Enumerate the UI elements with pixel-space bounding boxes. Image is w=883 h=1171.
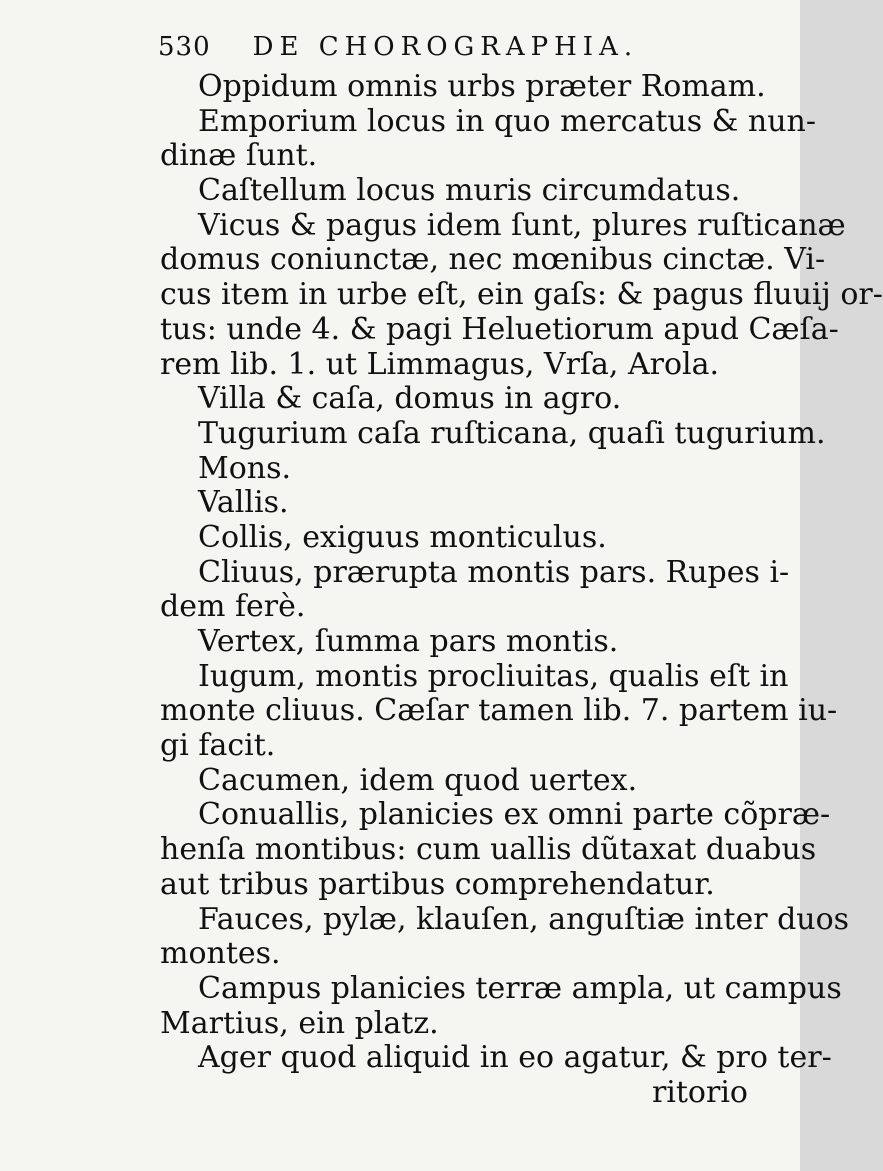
page-number: 530 (158, 32, 211, 62)
body-text (160, 69, 883, 1111)
text-line: Cliuus, prærupta montis pars. Rupes i- (198, 554, 790, 590)
text-line: Caſtellum locus muris circumdatus. (198, 173, 741, 209)
text-line: Mons. (198, 450, 292, 486)
text-line: Tugurium caſa ruſticana, quaſi tugurium. (198, 415, 826, 451)
text-line: henſa montibus: cum uallis dũtaxat duabus (160, 832, 817, 868)
text-line: cus item in urbe eſt, ein gaſs: & pagus fluuij or- (160, 277, 883, 313)
text-line: rem lib. 1. ut Limmagus, Vrſa, Arola. (160, 346, 720, 382)
text-line: Cacumen, idem quod uertex. (198, 762, 638, 798)
text-line: Campus planicies terræ ampla, ut campus (198, 970, 842, 1006)
text-line: Ager quod aliquid in eo agatur, & pro ter- (198, 1040, 832, 1076)
text-line: aut tribus partibus comprehendatur. (160, 866, 715, 902)
text-line: monte cliuus. Cæſar tamen lib. 7. partem iu- (160, 693, 838, 729)
text-line: Emporium locus in quo mercatus & nun- (198, 103, 817, 139)
text-line: dem ferè. (160, 589, 306, 625)
catchword: ritorio (651, 1074, 748, 1110)
text-line: Collis, exiguus monticulus. (198, 519, 607, 555)
text-line: Villa & caſa, domus in agro. (198, 381, 622, 417)
text-line: Conuallis, planicies ex omni parte cõpræ- (198, 797, 831, 833)
text-line: Vicus & pagus idem ſunt, plures ruſticanæ (198, 207, 846, 243)
text-line: tus: unde 4. & pagi Heluetiorum apud Cæſa- (160, 311, 839, 347)
text-line: domus coniunctæ, nec mœnibus cinctæ. Vi- (160, 242, 826, 278)
text-line: Oppidum omnis urbs præter Romam. (198, 69, 766, 104)
text-line: Martius, ein platz. (160, 1005, 439, 1041)
text-line: Fauces, pylæ, klauſen, anguſtiæ inter duos (198, 901, 850, 937)
text-line: Iugum, montis procliuitas, qualis eſt in (198, 658, 789, 694)
text-line: gi facit. (160, 728, 276, 764)
text-line: montes. (160, 936, 281, 972)
text-line: dinæ ſunt. (160, 138, 318, 174)
text-line: Vertex, ſumma pars montis. (198, 624, 619, 659)
page-header (158, 32, 718, 66)
running-head: DE CHOROGRAPHIA. (252, 32, 639, 62)
text-line: Vallis. (198, 485, 289, 521)
